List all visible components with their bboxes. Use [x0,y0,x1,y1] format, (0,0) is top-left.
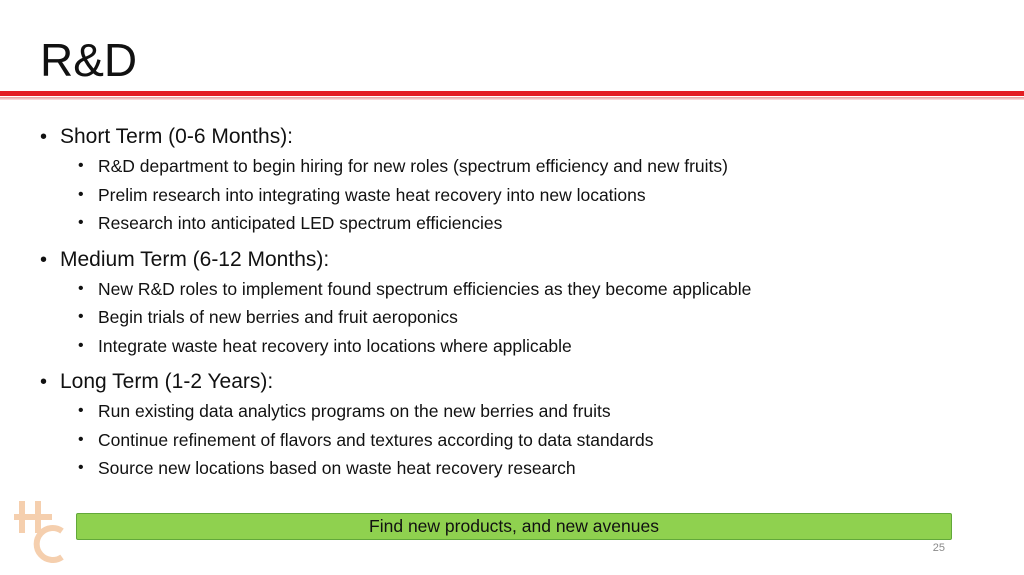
section-long-term [40,367,1000,483]
list-item [40,303,1000,332]
section-heading-text: Medium Term (6-12 Months): [60,247,330,271]
list-item-text: Run existing data analytics programs on the new berries and fruits [98,401,611,421]
list-item-text: Integrate waste heat recovery into locations where applicable [98,335,572,356]
list-item [40,397,1000,426]
section-heading [40,122,1000,152]
list-item [40,152,1000,181]
list-item-text: Research into anticipated LED spectrum efficiencies [98,213,503,233]
slide-title: R&D [40,34,138,86]
list-item [40,181,1000,210]
list-item-text: R&D department to begin hiring for new roles (spectrum efficiency and new fruits) [98,156,728,176]
list-item [40,454,1000,483]
bullet-icon: • [78,185,84,203]
bullet-icon: • [78,430,84,448]
bullet-icon: • [78,336,84,354]
section-short-term [40,122,1000,238]
list-item-text: New R&D roles to implement found spectrum efficiencies as they become applicable [98,278,752,299]
bullet-icon: • [40,126,48,148]
bullet-icon: • [78,214,84,231]
bullet-list [40,122,1000,490]
bullet-icon: • [40,371,48,393]
list-item [40,275,1000,304]
list-item [40,209,1000,238]
hc-logo-icon [12,497,68,563]
list-item-text: Begin trials of new berries and fruit aeroponics [98,307,458,327]
callout-banner: Find new products, and new avenues [76,513,952,540]
list-item-text: Prelim research into integrating waste heat recovery into new locations [98,184,646,205]
title-divider-shadow [0,97,1024,100]
page-number: 25 [932,542,945,554]
section-heading-text: Long Term (1-2 Years): [60,370,274,393]
section-heading [40,245,1000,275]
bullet-icon: • [78,308,84,325]
list-item [40,332,1000,361]
bullet-icon: • [78,459,84,476]
list-item-text: Source new locations based on waste heat recovery research [98,458,576,478]
section-medium-term [40,245,1000,361]
bullet-icon: • [40,248,48,271]
title-divider [0,91,1024,96]
list-item-text: Continue refinement of flavors and textures according to data standards [98,429,654,450]
bullet-icon: • [78,402,84,419]
section-heading [40,367,1000,397]
list-item [40,426,1000,455]
bullet-icon: • [78,279,84,297]
bullet-icon: • [78,157,84,174]
section-heading-text: Short Term (0-6 Months): [60,125,294,148]
